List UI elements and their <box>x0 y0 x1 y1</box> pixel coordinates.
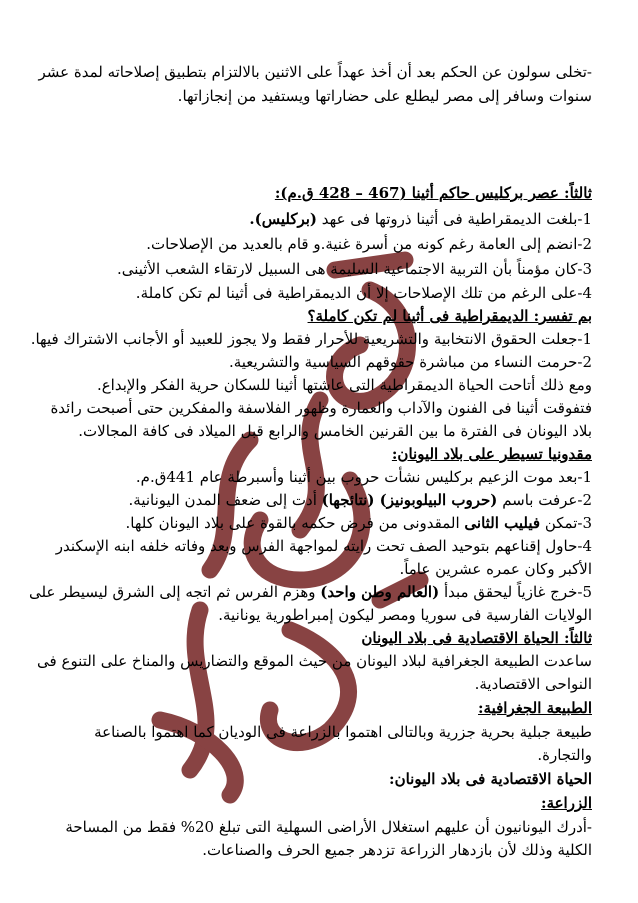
geography-heading: الطبيعة الجغرافية: <box>478 699 592 717</box>
agriculture-heading: الزراعة: <box>541 794 592 812</box>
section-3-heading: ثالثاً: عصر بركليس حاكم أثينا (467 – 428 ق.م): <box>274 184 592 202</box>
agriculture-line-2: الكلية وذلك لأن بازدهار الزراعة تزدهر جميع الحرف والصناعات. <box>202 841 592 859</box>
pericles-point-2: 2-انضم إلى العامة رغم كونه من أسرة غنية.و قام بالعديد من الإصلاحات. <box>146 235 592 253</box>
economy-line-2: النواحى الاقتصادية. <box>474 675 592 693</box>
macedonia-point-4-line-1: 4-حاول إقناعهم بتوحيد الصف تحت رايته لمواجهة الفرس وبعد وفاته خلفه ابنه الإسكندر <box>55 537 592 555</box>
interpretation-note: ومع ذلك أتاحت الحياة الديمقراطية التى عاشتها أثينا للسكان حرية الفكر والإبداع. <box>96 376 592 394</box>
macedonia-heading: مقدونيا تسيطر على بلاد اليونان: <box>391 445 592 463</box>
economy-line-1: ساعدت الطبيعة الجغرافية لبلاد اليونان من حيث الموقع والتضاريس والمناخ على التنوع فى <box>37 652 592 670</box>
macedonia-point-2: 2-عرفت باسم (حروب البيلوبونيز) (نتائجها) أدت إلى ضعف المدن اليونانية. <box>128 491 592 509</box>
intro-line-1: -تخلى سولون عن الحكم بعد أن أخذ عهداً على الاثنين بالالتزام بتطبيق إصلاحاته لمدة عشر <box>38 63 592 81</box>
macedonia-point-4-line-2: الأكبر وكان عمره عشرين عاماً. <box>399 560 592 578</box>
culture-line-2: بلاد اليونان فى الفترة ما بين القرنين الخامس والرابع قبل الميلاد فى كافة المجالات. <box>78 422 592 440</box>
interpretation-point-1: 1-جعلت الحقوق الانتخابية والتشريعية للأحرار فقط ولا يجوز للعبيد أو الأجانب الاشتراك فيها. <box>30 330 592 348</box>
macedonia-point-5-line-1: 5-خرج غازياً ليحقق مبدأ (العالم وطن واحد) وهزم الفرس ثم اتجه إلى الشرق ليسيطر على <box>29 583 592 601</box>
macedonia-point-3: 3-تمكن فيليب الثانى المقدونى من فرض حكمه بالقوة على بلاد اليونان كلها. <box>125 514 592 532</box>
macedonia-point-1: 1-بعد موت الزعيم بركليس نشأت حروب بين أثينا وأسبرطة عام 441ق.م. <box>135 468 592 486</box>
pericles-point-1: 1-بلغت الديمقراطية فى أثينا ذروتها فى عهد (بركليس). <box>249 210 592 228</box>
pericles-point-4: 4-على الرغم من تلك الإصلاحات إلا أن الديمقراطية فى أثينا لم تكن كاملة. <box>135 284 592 302</box>
agriculture-line-1: -أدرك اليونانيون أن عليهم استغلال الأراضى السهلية التى تبلغ 20% فقط من المساحة <box>65 818 592 836</box>
geography-line-2: والتجارة. <box>537 746 592 764</box>
geography-line-1: طبيعة جبلية بحرية جزرية وبالتالى اهتموا بالزراعة فى الوديان كما اهتموا بالصناعة <box>94 723 592 741</box>
culture-line-1: فتفوقت أثينا فى الفنون والآداب والعمارة وظهور الفلاسفة والمفكرين حتى أصبحت رائدة <box>50 399 592 417</box>
macedonia-point-5-line-2: الولايات الفارسية فى سوريا ومصر ليكون إمبراطورية يونانية. <box>218 606 592 624</box>
pericles-point-3: 3-كان مؤمناً بأن التربية الاجتماعية السليمة هى السبيل لارتقاء الشعب الأثينى. <box>116 260 592 278</box>
economy-heading: ثالثاً: الحياة الاقتصادية فى بلاد اليونان <box>361 629 592 647</box>
intro-line-2: سنوات وسافر إلى مصر ليطلع على حضاراتها ويستفيد من إنجازاتها. <box>177 87 592 105</box>
economic-life-heading: الحياة الاقتصادية فى بلاد اليونان: <box>389 770 592 788</box>
interpretation-point-2: 2-حرمت النساء من مباشرة حقوقهم السياسية والتشريعية. <box>228 353 592 371</box>
interpretation-heading: بم تفسر: الديمقراطية فى أثينا لم تكن كاملة؟ <box>307 307 592 325</box>
